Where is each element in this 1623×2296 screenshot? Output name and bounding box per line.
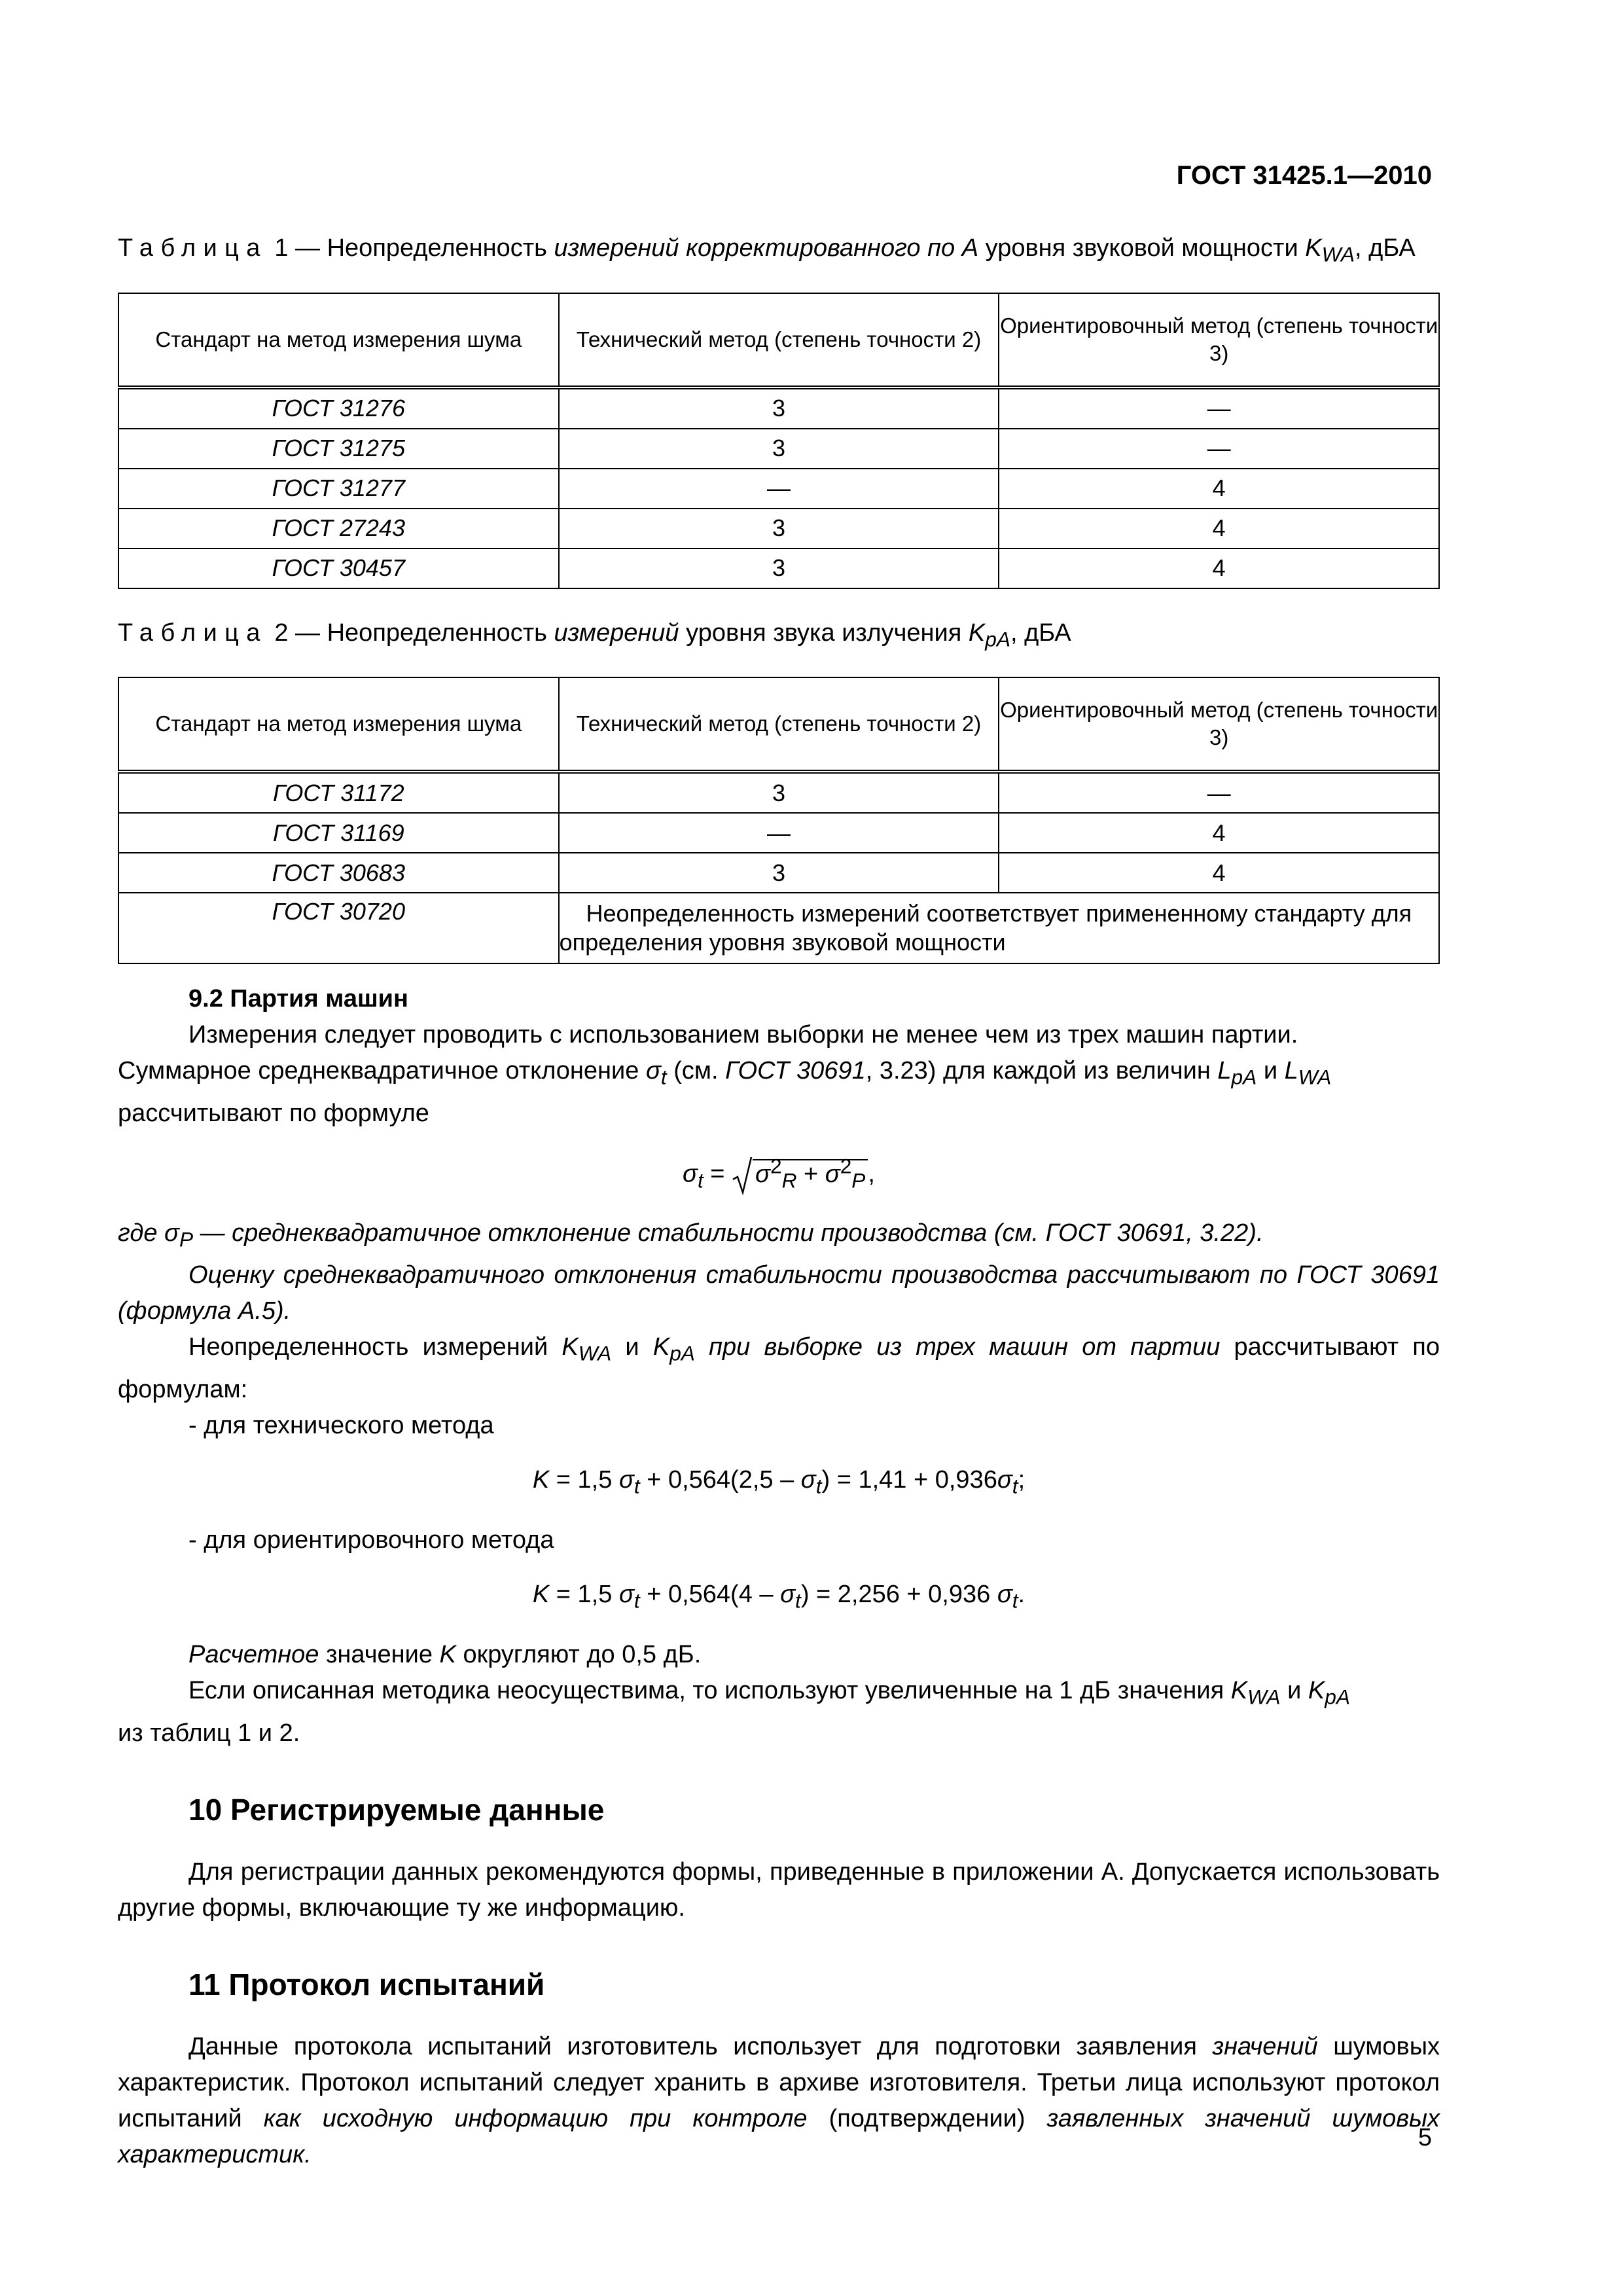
text-span: = 1,5 — [549, 1580, 619, 1608]
text-span: значение — [319, 1640, 440, 1668]
text-span: округляют до 0,5 дБ. — [455, 1640, 702, 1668]
paragraph — [118, 1637, 1440, 1673]
superscript: 2 — [840, 1154, 852, 1178]
radicand — [753, 1154, 868, 1193]
table-row — [118, 429, 1439, 469]
table1-caption-num: 1 — Неопределенность — [267, 234, 554, 262]
table-row — [118, 509, 1439, 548]
standard-reference: ГОСТ 30691 — [725, 1057, 866, 1085]
subscript: WA — [1298, 1065, 1332, 1089]
table-cell-merged-note: Неопределенность измерений соответствует примененному стандарту для определения уровня звуковой мощности — [559, 893, 1439, 963]
page-number: 5 — [1418, 2124, 1432, 2151]
sigma-symbol: σ — [618, 1580, 634, 1608]
text-span: (см. — [666, 1057, 726, 1085]
table1-header-technical: Технический метод (степень точности 2) — [559, 293, 999, 387]
symbol: K — [1230, 1676, 1248, 1704]
text-span: Неопределенность измерений — [188, 1333, 562, 1361]
paragraph — [118, 1053, 1440, 1096]
text-span: Суммарное среднеквадратичное отклонение — [118, 1057, 646, 1085]
table1-caption — [118, 230, 1440, 273]
subscript: t — [697, 1168, 704, 1193]
table2-caption — [118, 615, 1440, 658]
text-span: рассчитывают по формулам: — [118, 1333, 1440, 1403]
text-span: Данные протокола испытаний изготовитель использует для подготовки заявления — [188, 2032, 1213, 2060]
text-span: = 1,5 — [549, 1465, 619, 1494]
text-span: заявленных значений шумовых характеристик. — [118, 2104, 1440, 2168]
text-span: = — [703, 1160, 732, 1188]
subscript: R — [781, 1168, 797, 1193]
standard-name: ГОСТ 31277 — [272, 475, 405, 502]
text-span: (подтверждении) — [807, 2104, 1047, 2132]
paragraph — [118, 1329, 1440, 1408]
formula-survey — [118, 1558, 1440, 1637]
section-11-heading: 11 Протокол испытаний — [188, 1967, 545, 2001]
list-item: - для ориентировочного метода — [188, 1526, 554, 1554]
section-9-2-heading: 9.2 Партия машин — [188, 985, 408, 1013]
table2-caption-subscript: pA — [985, 627, 1010, 651]
text-span: и — [1280, 1676, 1308, 1704]
standard-name: ГОСТ 31169 — [273, 819, 404, 846]
sigma-symbol: σ — [755, 1160, 770, 1188]
table-row — [118, 772, 1439, 813]
table-cell-technical: — — [559, 813, 999, 853]
subscript: P — [179, 1227, 194, 1251]
paragraph — [118, 1215, 1440, 1258]
square-root-icon — [732, 1156, 753, 1195]
table-cell-standard — [118, 429, 559, 469]
table1 — [118, 293, 1440, 589]
table-cell-standard — [118, 772, 559, 813]
symbol: K — [532, 1580, 550, 1608]
table2-caption-unit: , дБА — [1010, 619, 1071, 647]
sigma-symbol: σ — [800, 1465, 816, 1494]
subscript: t — [660, 1065, 667, 1089]
symbol: K — [562, 1333, 579, 1361]
table-cell-standard — [118, 509, 559, 548]
table-cell-technical: 3 — [559, 429, 999, 469]
table-row — [118, 387, 1439, 429]
table-cell-standard — [118, 387, 559, 429]
table-cell-survey: 4 — [999, 853, 1439, 893]
symbol: K — [439, 1640, 456, 1668]
table1-caption-symbol: K — [1305, 234, 1322, 262]
table1-header-standard: Стандарт на метод измерения шума — [118, 293, 559, 387]
table1-caption-unit: , дБА — [1355, 234, 1416, 262]
page-content — [118, 230, 1440, 2173]
sigma-symbol: σ — [997, 1580, 1012, 1608]
text-span: значений — [1212, 2032, 1318, 2060]
text-span: и — [611, 1333, 653, 1361]
table-cell-survey: — — [999, 772, 1439, 813]
text-span: Оценку среднеквадратичного отклонения стабильности производства рассчитывают по ГОСТ 30691 (формула А.5). — [118, 1261, 1440, 1325]
table1-header-row — [118, 293, 1439, 387]
text-span: шумовых характеристик. Протокол испытаний следует хранить в архиве изготовителя. Третьи лица используют протокол испытаний — [118, 2032, 1440, 2132]
table-row — [118, 893, 1439, 963]
standard-name: ГОСТ 30683 — [272, 859, 405, 886]
sigma-symbol: σ — [618, 1465, 634, 1494]
text-span: Если описанная методика неосуществима, то используют увеличенные на 1 дБ значения — [188, 1676, 1231, 1704]
table1-header-survey: Ориентировочный метод (степень точности 3) — [999, 293, 1439, 387]
table-row — [118, 548, 1439, 588]
text-span: — среднеквадратичное отклонение стабильности производства (см. ГОСТ 30691, 3.22). — [193, 1219, 1264, 1247]
list-item: - для технического метода — [188, 1411, 494, 1439]
paragraph — [118, 1257, 1440, 1329]
table-cell-standard — [118, 813, 559, 853]
table2-caption-prefix: Таблица — [118, 619, 268, 647]
table-cell-standard — [118, 893, 559, 963]
standard-name: ГОСТ 30457 — [272, 554, 405, 582]
superscript: 2 — [770, 1154, 782, 1178]
table-cell-technical: 3 — [559, 853, 999, 893]
text-span: ; — [1018, 1465, 1026, 1494]
text-span: Расчетное — [188, 1640, 319, 1668]
symbol: K — [652, 1333, 670, 1361]
table1-caption-italic: измерений корректированного по А — [554, 234, 979, 262]
subscript: t — [633, 1474, 640, 1498]
symbol: L — [1217, 1057, 1232, 1085]
table-cell-technical: — — [559, 469, 999, 509]
formula-body — [533, 1462, 1025, 1505]
standard-name: ГОСТ 30720 — [272, 898, 405, 925]
subscript: t — [815, 1474, 822, 1498]
table1-caption-prefix: Таблица — [118, 234, 268, 262]
table2-header-row — [118, 677, 1439, 772]
text-span: ) = 1,41 + 0,936 — [821, 1465, 997, 1494]
text-span: где σ — [118, 1219, 179, 1247]
paragraph — [118, 2029, 1440, 2173]
table-row — [118, 853, 1439, 893]
table1-caption-subscript: WA — [1321, 242, 1355, 266]
text-span: ) = 2,256 + 0,936 — [800, 1580, 997, 1608]
subscript: t — [633, 1588, 640, 1613]
table-row — [118, 469, 1439, 509]
section-10-heading: 10 Регистрируемые данные — [188, 1792, 605, 1827]
standard-name: ГОСТ 31275 — [272, 435, 405, 462]
table2 — [118, 677, 1440, 964]
subscript: pA — [1231, 1065, 1257, 1089]
standard-name: ГОСТ 31276 — [272, 395, 405, 422]
table2-caption-italic: измерений — [554, 619, 679, 647]
table-cell-technical: 3 — [559, 387, 999, 429]
formula-sigma-t — [118, 1132, 1440, 1215]
text-span: при выборке из трех машин от партии — [694, 1333, 1221, 1361]
formula-technical — [118, 1444, 1440, 1522]
table-cell-survey: — — [999, 429, 1439, 469]
subscript: P — [851, 1168, 866, 1193]
paragraph: Измерения следует проводить с использованием выборки не менее чем из трех машин партии. — [188, 1021, 1298, 1049]
table-cell-survey: 4 — [999, 813, 1439, 853]
text-span: . — [1018, 1580, 1026, 1608]
table-cell-technical: 3 — [559, 548, 999, 588]
table-cell-survey: 4 — [999, 469, 1439, 509]
sigma-symbol: σ — [997, 1465, 1012, 1494]
table2-header-technical: Технический метод (степень точности 2) — [559, 677, 999, 772]
table-cell-standard — [118, 548, 559, 588]
sigma-symbol: σ — [683, 1160, 698, 1188]
table1-caption-text: уровня звуковой мощности — [978, 234, 1306, 262]
table-cell-standard — [118, 853, 559, 893]
symbol: K — [532, 1465, 550, 1494]
sigma-symbol: σ — [825, 1160, 840, 1188]
standard-name: ГОСТ 31172 — [273, 779, 404, 806]
subscript: t — [795, 1588, 801, 1613]
table-cell-technical: 3 — [559, 772, 999, 813]
table2-caption-text: уровня звука излучения — [679, 619, 969, 647]
paragraph: Для регистрации данных рекомендуются формы, приведенные в приложении А. Допускается использовать другие формы, включающие ту же информацию. — [118, 1857, 1440, 1922]
text-span: + 0,564(2,5 – — [639, 1465, 801, 1494]
sigma-symbol: σ — [780, 1580, 796, 1608]
symbol: K — [1308, 1676, 1325, 1704]
table-cell-survey: 4 — [999, 509, 1439, 548]
formula-body — [683, 1148, 875, 1198]
subscript: t — [1012, 1588, 1018, 1613]
paragraph: из таблиц 1 и 2. — [118, 1719, 300, 1747]
symbol: L — [1284, 1057, 1298, 1085]
table2-caption-num: 2 — Неопределенность — [267, 619, 554, 647]
subscript: pA — [1325, 1685, 1350, 1709]
subscript: WA — [1247, 1685, 1281, 1709]
table-cell-standard — [118, 469, 559, 509]
table-row — [118, 813, 1439, 853]
document-id-header: ГОСТ 31425.1—2010 — [1176, 161, 1432, 190]
subscript: t — [1012, 1474, 1018, 1498]
text-span: + 0,564(4 – — [639, 1580, 781, 1608]
text-span: + — [796, 1160, 825, 1188]
subscript: WA — [578, 1341, 612, 1365]
table-cell-survey: 4 — [999, 548, 1439, 588]
paragraph: рассчитывают по формуле — [118, 1099, 429, 1127]
table2-header-survey: Ориентировочный метод (степень точности 3) — [999, 677, 1439, 772]
table-cell-survey: — — [999, 387, 1439, 429]
table2-caption-symbol: K — [968, 619, 986, 647]
table2-header-standard: Стандарт на метод измерения шума — [118, 677, 559, 772]
standard-name: ГОСТ 27243 — [272, 514, 405, 542]
paragraph — [118, 1673, 1440, 1715]
formula-body — [533, 1577, 1025, 1619]
subscript: pA — [669, 1341, 695, 1365]
sigma-symbol: σ — [645, 1057, 661, 1085]
text-span: и — [1257, 1057, 1285, 1085]
text-span: , — [868, 1160, 875, 1188]
table-cell-technical: 3 — [559, 509, 999, 548]
text-span: , 3.23) для каждой из величин — [865, 1057, 1218, 1085]
text-span: как исходную информацию при контроле — [263, 2104, 808, 2132]
